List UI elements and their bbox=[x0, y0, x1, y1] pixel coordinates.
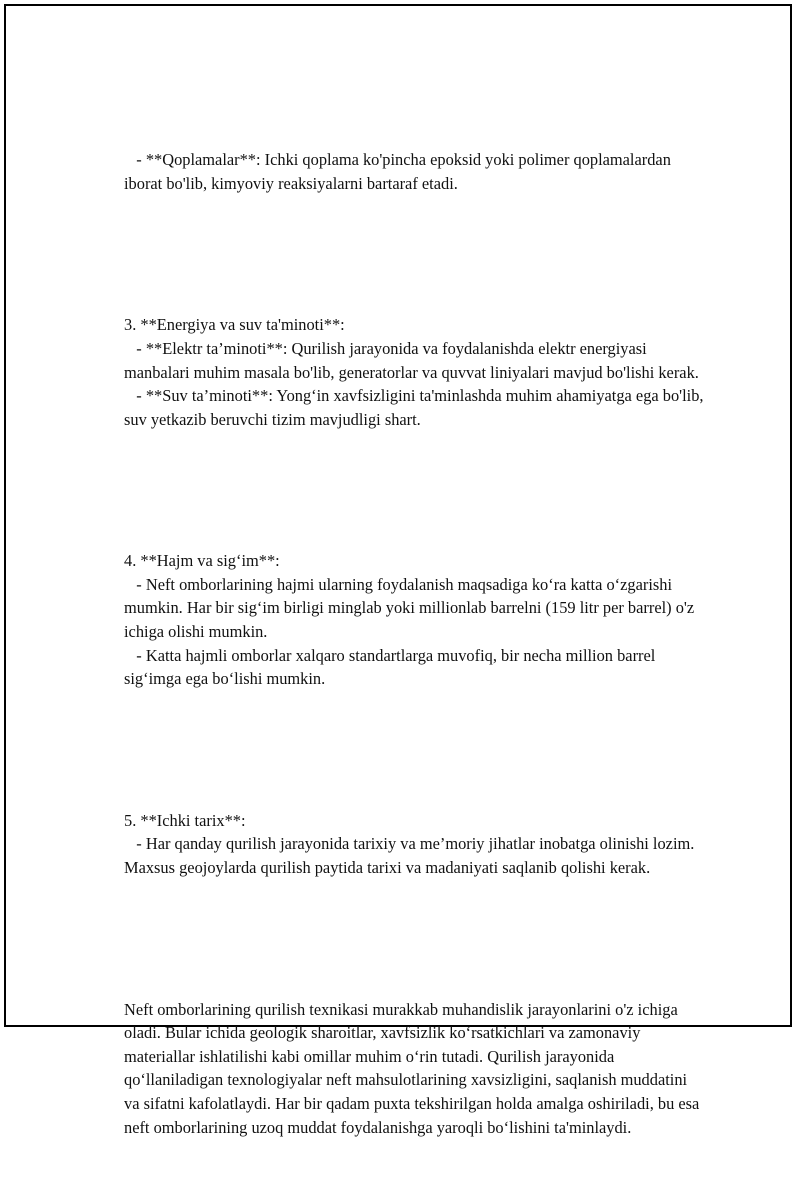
paragraph-coatings: - **Qoplamalar**: Ichki qoplama ko'pincha epoksid yoki polimer qoplamalardan iborat bo'lib, kimyoviy reaksiyalarni bartaraf etadi. bbox=[124, 150, 675, 193]
section-energy-water: 3. **Energiya va suv ta'minoti**: - **Elektr ta’minoti**: Qurilish jarayonida va foydalanishda elektr energiyasi manbalari muhim masala bo'lib, generatorlar va quvvat liniyalari mavjud bo'lishi kerak. - **Suv ta’minoti**: Yong‘in xavfsizligini ta'minlashda muhim ahamiyatga ega bo'lib, suv yetkazib beruvchi tizim mavjudligi shart. bbox=[124, 315, 704, 429]
paragraph-gap bbox=[124, 738, 704, 762]
conclusion-paragraph: Neft omborlarining qurilish texnikasi murakkab muhandislik jarayonlarini o'z ichiga oladi. Bular ichida geologik sharoitlar, xavfsizlik ko‘rsatkichlari va zamonaviy materiallar ishlatilishi kabi omillar muhim o‘rin tutadi. Qurilish jarayonida qo‘llaniladigan texnologiyalar neft mahsulotlarining xavsizligini, saqlanish muddatini va sifatni kafolatlaydi. Har bir qadam puxta tekshirilgan holda amalga oshiriladi, bu esa neft omborlarining uzoq muddat foydalanishga yaroqli bo‘lishini ta'minlaydi. bbox=[124, 999, 704, 1137]
document-body bbox=[124, 101, 704, 1186]
paragraph-gap bbox=[124, 479, 704, 503]
paragraph-gap bbox=[124, 243, 704, 267]
section-internal-history: 5. **Ichki tarix**: - Har qanday qurilish jarayonida tarixiy va me’moriy jihatlar inobatga olinishi lozim. Maxsus geojoylarda qurilish paytida tarixi va madaniyati saqlanib qolishi kerak. bbox=[124, 810, 695, 877]
paragraph-gap bbox=[124, 927, 704, 951]
page-frame bbox=[4, 4, 792, 1137]
section-volume-capacity: 4. **Hajm va sig‘im**: - Neft omborlarining hajmi ularning foydalanish maqsadiga ko‘ra katta o‘zgarishi mumkin. Har bir sig‘im birligi minglab yoki millionlab barrelni (159 litr per barrel) o'z ichiga olishi mumkin. - Katta hajmli omborlar xalqaro standartlarga muvofiq, bir necha million barrel sig‘imga ega bo‘lishi mumkin. bbox=[124, 551, 695, 689]
